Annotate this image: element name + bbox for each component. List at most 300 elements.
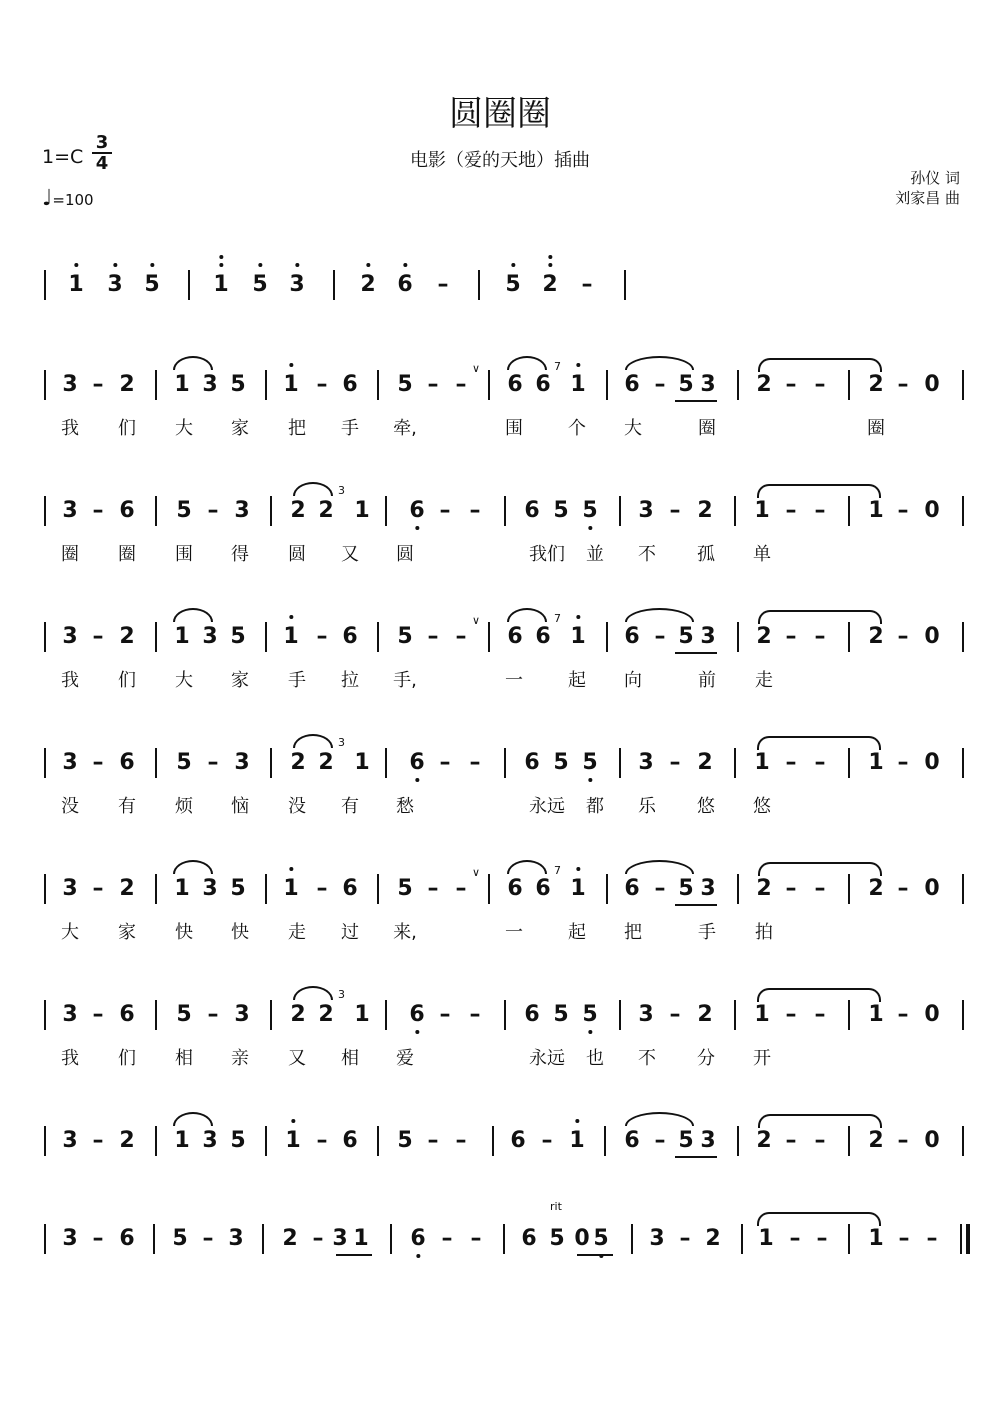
- lyric-syllable: 家: [118, 922, 136, 943]
- note-1: 1: [354, 1002, 370, 1027]
- note-5: 5: [397, 876, 413, 901]
- note-2: 2: [119, 372, 135, 397]
- dash-extension: –: [316, 876, 328, 901]
- note-3: 3: [700, 876, 716, 901]
- lyric-syllable: 恼: [231, 796, 249, 817]
- barline: [848, 748, 850, 778]
- lyric-syllable: 过: [341, 922, 359, 943]
- note-6: 6: [342, 876, 358, 901]
- barline: [155, 370, 157, 400]
- barline: [44, 496, 46, 526]
- note-0: 0: [574, 1226, 590, 1251]
- barline: [488, 370, 490, 400]
- lyric-syllable: 向: [624, 670, 642, 691]
- octave-dot-up: [511, 263, 515, 267]
- barline: [734, 748, 736, 778]
- dash-extension: –: [814, 624, 826, 649]
- note-2: 2: [318, 498, 334, 523]
- lyric-syllable: 圈: [61, 544, 79, 565]
- octave-dot-down: [588, 526, 592, 530]
- dash-extension: –: [897, 1002, 909, 1027]
- barline: [848, 1224, 850, 1254]
- barline: [270, 1000, 272, 1030]
- note-6: 6: [524, 498, 540, 523]
- lyric-syllable: 们: [118, 1048, 136, 1069]
- lyric-syllable: 永远: [529, 796, 565, 817]
- tie: [758, 610, 882, 624]
- eighth-underline: [336, 1254, 372, 1256]
- barline: [962, 748, 964, 778]
- note-1: 1: [283, 876, 298, 902]
- dash-extension: –: [207, 498, 219, 523]
- barline: [155, 874, 157, 904]
- note-1: 1: [285, 1128, 300, 1154]
- meter-bottom: 4: [95, 153, 109, 174]
- dash-extension: –: [785, 1128, 797, 1153]
- note-5: 5: [553, 1002, 569, 1027]
- barline: [488, 622, 490, 652]
- barline: [624, 270, 626, 300]
- note-2: 2: [290, 498, 306, 523]
- lyric-syllable: 把: [624, 922, 642, 943]
- note-3: 3: [62, 498, 78, 523]
- barline: [848, 874, 850, 904]
- note-3: 3: [234, 1002, 250, 1027]
- note-3: 3: [62, 1128, 78, 1153]
- dash-extension: –: [470, 1226, 482, 1251]
- dash-extension: –: [654, 624, 666, 649]
- note-6: 6: [410, 1226, 425, 1252]
- tie: [757, 988, 881, 1002]
- note-6: 6: [521, 1226, 537, 1251]
- lyric-syllable: 大: [175, 418, 193, 439]
- dash-extension: –: [814, 498, 826, 523]
- lyric-syllable: 一: [505, 922, 523, 943]
- barline: [504, 1000, 506, 1030]
- dash-extension: –: [455, 876, 467, 901]
- octave-dot-up: [403, 263, 407, 267]
- lyric-syllable: 们: [118, 418, 136, 439]
- barline: [265, 874, 267, 904]
- barline: [848, 1126, 850, 1156]
- lyric-syllable: 走: [755, 670, 773, 691]
- tie: [758, 358, 882, 372]
- barline: [737, 874, 739, 904]
- note-5: 5: [397, 372, 413, 397]
- note-0: 0: [924, 624, 940, 649]
- octave-dot-up: [258, 263, 262, 267]
- lyric-syllable: 前: [698, 670, 716, 691]
- note-0: 0: [924, 750, 940, 775]
- lyric-syllable: 又: [288, 1048, 306, 1069]
- barline: [155, 748, 157, 778]
- dash-extension: –: [897, 876, 909, 901]
- note-6: 6: [535, 372, 551, 397]
- note-6: 6: [524, 1002, 540, 1027]
- note-2: 2: [697, 498, 713, 523]
- note-1: 1: [754, 1002, 770, 1027]
- slur: [507, 860, 547, 874]
- barline: [606, 622, 608, 652]
- note-6: 6: [510, 1128, 526, 1153]
- lyric-syllable: 快: [231, 922, 249, 943]
- note-3: 3: [638, 750, 654, 775]
- dash-extension: –: [202, 1226, 214, 1251]
- dash-extension: –: [455, 624, 467, 649]
- lyric-syllable: 相: [175, 1048, 193, 1069]
- dash-extension: –: [654, 372, 666, 397]
- note-2: 2: [868, 876, 884, 901]
- note-6: 6: [535, 876, 551, 901]
- note-2: 2: [290, 1002, 306, 1027]
- barline: [188, 270, 190, 300]
- note-2: 2: [868, 372, 884, 397]
- barline: [962, 874, 964, 904]
- lyric-syllable: 分: [697, 1048, 715, 1069]
- barline: [44, 874, 46, 904]
- barline: [503, 1224, 505, 1254]
- note-2: 2: [119, 876, 135, 901]
- note-1: 1: [569, 1128, 584, 1154]
- barline: [153, 1224, 155, 1254]
- note-3: 3: [62, 624, 78, 649]
- note-5: 5: [230, 1128, 246, 1153]
- barline: [962, 1126, 964, 1156]
- note-5: 5: [176, 1002, 192, 1027]
- lyric-syllable: 圈: [118, 544, 136, 565]
- dash-extension: –: [785, 498, 797, 523]
- dash-extension: –: [898, 1226, 910, 1251]
- lyric-syllable: 愁: [396, 796, 414, 817]
- barline: [265, 622, 267, 652]
- note-1: 1: [354, 750, 370, 775]
- note-3: 3: [202, 1128, 218, 1153]
- dash-extension: –: [427, 1128, 439, 1153]
- dash-extension: –: [785, 372, 797, 397]
- lyric-syllable: 来,: [393, 922, 417, 943]
- note-1: 1: [354, 498, 370, 523]
- score-row: [0, 988, 1000, 1092]
- note-6: 6: [409, 1002, 424, 1028]
- composer: 刘家昌 曲: [895, 189, 960, 207]
- barline: [270, 496, 272, 526]
- note-5: 5: [397, 1128, 413, 1153]
- note-2: 2: [282, 1226, 298, 1251]
- dash-extension: –: [92, 876, 104, 901]
- note-1: 1: [868, 1002, 884, 1027]
- tie: [757, 736, 881, 750]
- note-2: 2: [756, 372, 772, 397]
- note-1: 1: [868, 498, 884, 523]
- lyric-syllable: 得: [231, 544, 249, 565]
- barline: [734, 1000, 736, 1030]
- lyric-syllable: 烦: [175, 796, 193, 817]
- note-5: 5: [230, 372, 246, 397]
- note-1: 1: [754, 750, 770, 775]
- lyric-syllable: 大: [624, 418, 642, 439]
- dash-extension: –: [469, 498, 481, 523]
- dash-extension: –: [581, 272, 593, 297]
- lyric-syllable: 永远: [529, 1048, 565, 1069]
- note-6: 6: [342, 624, 358, 649]
- note-6: 6: [342, 1128, 358, 1153]
- dash-extension: –: [455, 1128, 467, 1153]
- note-3: 3: [700, 372, 716, 397]
- note-2: 2: [318, 750, 334, 775]
- lyric-syllable: 个: [568, 418, 586, 439]
- note-3: 3: [62, 750, 78, 775]
- dash-extension: –: [92, 1226, 104, 1251]
- meter-top: 3: [92, 133, 112, 154]
- song-title: 圆圈圈: [449, 94, 551, 134]
- quarter-note-icon: ♩: [42, 186, 53, 211]
- barline: [262, 1224, 264, 1254]
- octave-dot-up: [576, 867, 580, 871]
- octave-dot-up: [295, 263, 299, 267]
- dash-extension: –: [427, 372, 439, 397]
- note-6: 6: [342, 372, 358, 397]
- score-row: [0, 736, 1000, 840]
- score-row: [0, 272, 1000, 362]
- note-5: 5: [678, 876, 694, 901]
- lyric-syllable: 圈: [698, 418, 716, 439]
- note-3: 3: [62, 372, 78, 397]
- note-5: 5: [230, 876, 246, 901]
- lyric-syllable: 快: [175, 922, 193, 943]
- rit-marking: rit: [550, 1200, 562, 1213]
- barline: [734, 496, 736, 526]
- note-5: 5: [678, 372, 694, 397]
- dash-extension: –: [207, 750, 219, 775]
- barline: [44, 748, 46, 778]
- note-2: 2: [697, 750, 713, 775]
- barline: [44, 1224, 46, 1254]
- note-6: 6: [624, 876, 640, 901]
- eighth-underline: [675, 400, 717, 402]
- dash-extension: –: [541, 1128, 553, 1153]
- note-3: 3: [62, 1226, 78, 1251]
- dash-extension: –: [469, 750, 481, 775]
- lyric-syllable: 走: [288, 922, 306, 943]
- dash-extension: –: [789, 1226, 801, 1251]
- lyric-syllable: 我: [61, 670, 79, 691]
- barline: [385, 748, 387, 778]
- lyric-syllable: 我: [61, 1048, 79, 1069]
- barline: [504, 748, 506, 778]
- dash-extension: –: [439, 750, 451, 775]
- tempo-marking: [42, 186, 94, 211]
- key-signature: 1=C: [42, 146, 84, 168]
- barline: [155, 496, 157, 526]
- lyric-syllable: 大: [61, 922, 79, 943]
- note-1: 1: [868, 750, 884, 775]
- note-2: 2: [119, 1128, 135, 1153]
- note-1: 1: [68, 272, 83, 298]
- note-6: 6: [397, 272, 412, 298]
- note-5: 5: [553, 750, 569, 775]
- lyric-syllable: 牵,: [393, 418, 417, 439]
- grace-note: 3: [338, 484, 345, 497]
- note-3: 3: [649, 1226, 665, 1251]
- tie: [757, 484, 881, 498]
- lyricist: 孙仪 词: [910, 169, 960, 187]
- octave-dot-down: [415, 778, 419, 782]
- barline: [492, 1126, 494, 1156]
- barline: [962, 370, 964, 400]
- dash-extension: –: [669, 1002, 681, 1027]
- lyric-syllable: 开: [753, 1048, 771, 1069]
- note-3: 3: [234, 750, 250, 775]
- lyric-syllable: 起: [568, 670, 586, 691]
- slur: [625, 608, 694, 622]
- slur: [173, 608, 213, 622]
- barline: [619, 748, 621, 778]
- note-2: 2: [868, 1128, 884, 1153]
- note-5: 5: [678, 1128, 694, 1153]
- note-5: 5: [593, 1226, 608, 1252]
- dash-extension: –: [785, 750, 797, 775]
- note-3: 3: [202, 876, 218, 901]
- octave-dot-down: [415, 526, 419, 530]
- dash-extension: –: [814, 750, 826, 775]
- note-2: 2: [868, 624, 884, 649]
- barline: [155, 1000, 157, 1030]
- dash-extension: –: [437, 272, 449, 297]
- note-1: 1: [758, 1226, 774, 1251]
- note-1: 1: [174, 624, 190, 649]
- note-6: 6: [507, 876, 523, 901]
- dash-extension: –: [312, 1226, 324, 1251]
- note-1: 1: [353, 1226, 369, 1251]
- note-6: 6: [624, 1128, 640, 1153]
- note-5: 5: [553, 498, 569, 523]
- note-1: 1: [754, 498, 770, 523]
- note-1: 1: [174, 372, 190, 397]
- barline: [604, 1126, 606, 1156]
- dash-extension: –: [897, 498, 909, 523]
- note-3: 3: [289, 272, 304, 298]
- dash-extension: –: [92, 624, 104, 649]
- dash-extension: –: [814, 372, 826, 397]
- note-2: 2: [756, 1128, 772, 1153]
- note-6: 6: [524, 750, 540, 775]
- barline: [619, 496, 621, 526]
- octave-dot-down: [416, 1254, 420, 1258]
- octave-dot-up: [150, 263, 154, 267]
- note-1: 1: [570, 876, 585, 902]
- slur: [293, 482, 333, 496]
- octave-dot-up: [289, 615, 293, 619]
- dash-extension: –: [441, 1226, 453, 1251]
- slur: [173, 1112, 213, 1126]
- dash-extension: –: [207, 1002, 219, 1027]
- lyric-syllable: 爱: [396, 1048, 414, 1069]
- barline: [619, 1000, 621, 1030]
- dash-extension: –: [316, 372, 328, 397]
- note-1: 1: [570, 624, 585, 650]
- lyric-syllable: 都: [586, 796, 604, 817]
- dash-extension: –: [897, 624, 909, 649]
- breath-mark: ∨: [472, 362, 481, 375]
- note-1: 1: [283, 372, 298, 398]
- lyric-syllable: 们: [118, 670, 136, 691]
- tie: [757, 1212, 881, 1226]
- barline: [848, 1000, 850, 1030]
- lyric-syllable: 我: [61, 418, 79, 439]
- lyric-syllable: 不: [638, 544, 656, 565]
- slur: [625, 860, 694, 874]
- barline: [737, 1126, 739, 1156]
- slur: [293, 734, 333, 748]
- dash-extension: –: [92, 1128, 104, 1153]
- note-6: 6: [119, 1226, 135, 1251]
- song-subtitle: 电影（爱的天地）插曲: [410, 150, 590, 171]
- lyric-syllable: 孤: [697, 544, 715, 565]
- barline: [44, 370, 46, 400]
- dash-extension: –: [316, 624, 328, 649]
- barline: [390, 1224, 392, 1254]
- barline: [962, 1000, 964, 1030]
- note-2: 2: [697, 1002, 713, 1027]
- score-row: [0, 484, 1000, 588]
- barline: [631, 1224, 633, 1254]
- dash-extension: –: [897, 750, 909, 775]
- note-6: 6: [507, 624, 523, 649]
- dash-extension: –: [814, 876, 826, 901]
- dash-extension: –: [814, 1128, 826, 1153]
- lyric-syllable: 一: [505, 670, 523, 691]
- lyric-syllable: 亲: [231, 1048, 249, 1069]
- lyric-syllable: 拉: [341, 670, 359, 691]
- note-2: 2: [290, 750, 306, 775]
- note-3: 3: [700, 1128, 716, 1153]
- note-1: 1: [283, 624, 298, 650]
- lyric-syllable: 起: [568, 922, 586, 943]
- barline: [377, 1126, 379, 1156]
- dash-extension: –: [439, 498, 451, 523]
- barline: [44, 1126, 46, 1156]
- note-6: 6: [624, 624, 640, 649]
- dash-extension: –: [427, 876, 439, 901]
- dash-extension: –: [469, 1002, 481, 1027]
- lyric-syllable: 手: [288, 670, 306, 691]
- note-5: 5: [582, 498, 597, 524]
- barline: [44, 1000, 46, 1030]
- lyric-syllable: 拍: [755, 922, 773, 943]
- lyric-syllable: 圆: [396, 544, 414, 565]
- slur: [507, 608, 547, 622]
- note-1: 1: [868, 1226, 884, 1251]
- barline: [270, 748, 272, 778]
- lyric-syllable: 悠: [753, 796, 771, 817]
- octave-dot-down: [588, 1030, 592, 1034]
- lyric-syllable: 圆: [288, 544, 306, 565]
- lyric-syllable: 大: [175, 670, 193, 691]
- note-2: 2: [756, 624, 772, 649]
- note-6: 6: [119, 1002, 135, 1027]
- barline: [44, 270, 46, 300]
- note-5: 5: [176, 750, 192, 775]
- eighth-underline: [675, 652, 717, 654]
- octave-dot-up: [576, 615, 580, 619]
- note-6: 6: [507, 372, 523, 397]
- note-2: 2: [318, 1002, 334, 1027]
- tie: [758, 862, 882, 876]
- note-5: 5: [176, 498, 192, 523]
- note-1: 1: [213, 272, 228, 298]
- dash-extension: –: [455, 372, 467, 397]
- note-5: 5: [505, 272, 520, 298]
